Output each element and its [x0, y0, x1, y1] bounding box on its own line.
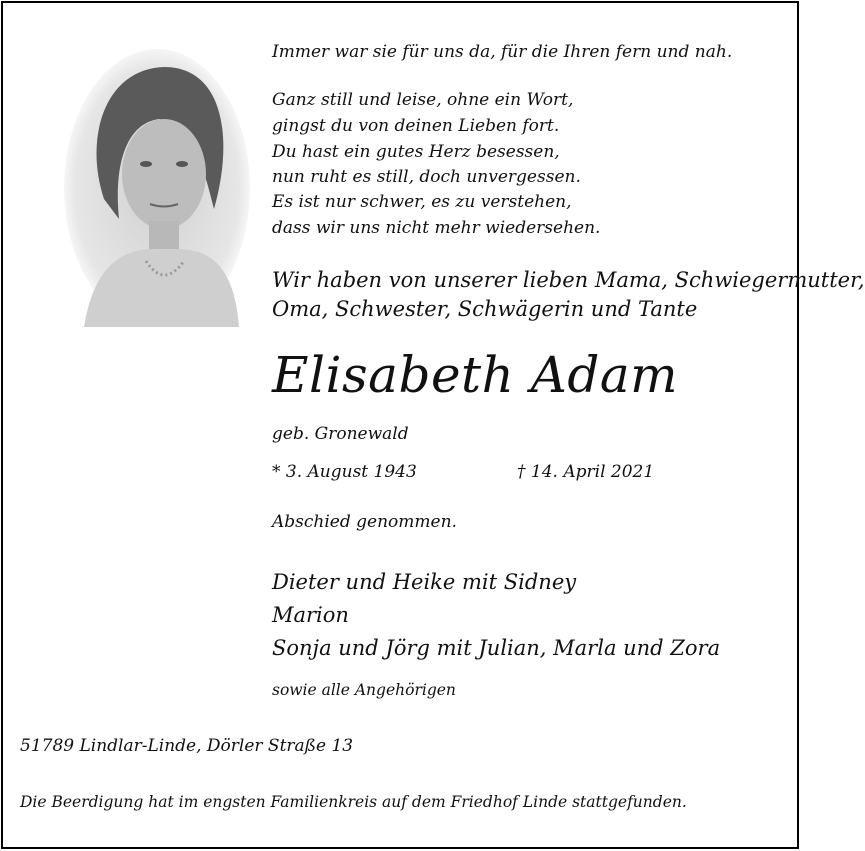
birth-date: * 3. August 1943 — [272, 462, 417, 482]
portrait-photo — [64, 49, 250, 327]
deceased-name: Elisabeth Adam — [272, 346, 679, 404]
intro-line: Immer war sie für uns da, für die Ihren fern und nah. — [272, 42, 733, 62]
relations-line-2: Oma, Schwester, Schwägerin und Tante — [272, 297, 698, 321]
portrait-icon — [64, 49, 250, 327]
address: 51789 Lindlar-Linde, Dörler Straße 13 — [20, 736, 354, 756]
poem-line-6: dass wir uns nicht mehr wiedersehen. — [272, 218, 601, 238]
relations-line-1: Wir haben von unserer lieben Mama, Schwiegermutter, — [272, 268, 865, 292]
death-date: † 14. April 2021 — [517, 462, 655, 482]
mourner-line-1: Dieter und Heike mit Sidney — [272, 570, 577, 594]
farewell-text: Abschied genommen. — [272, 512, 457, 532]
poem-line-5: Es ist nur schwer, es zu verstehen, — [272, 192, 572, 212]
mourner-line-2: Marion — [272, 603, 349, 627]
mourner-line-3: Sonja und Jörg mit Julian, Marla und Zora — [272, 636, 721, 660]
poem-line-3: Du hast ein gutes Herz besessen, — [272, 142, 560, 162]
maiden-name: geb. Gronewald — [272, 424, 409, 444]
poem-line-1: Ganz still und leise, ohne ein Wort, — [272, 90, 574, 110]
funeral-note: Die Beerdigung hat im engsten Familienkreis auf dem Friedhof Linde stattgefunden. — [20, 793, 687, 811]
poem-line-2: gingst du von deinen Lieben fort. — [272, 116, 560, 136]
poem-line-4: nun ruht es still, doch unvergessen. — [272, 167, 581, 187]
relatives-line: sowie alle Angehörigen — [272, 681, 456, 699]
